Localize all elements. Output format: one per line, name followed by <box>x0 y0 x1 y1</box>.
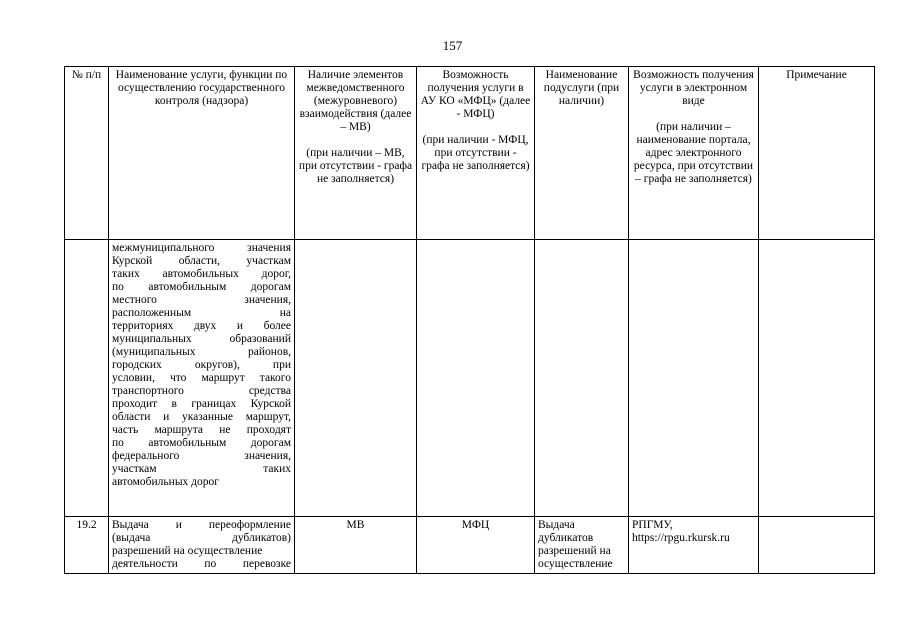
cell-mfc <box>417 240 535 517</box>
text-line: расположенным на <box>112 307 291 319</box>
text-line: транспортного средства <box>112 385 291 397</box>
text-line: условии, что маршрут такого <box>112 372 291 384</box>
text-line: по автомобильным дорогам <box>112 437 291 449</box>
text-line: Курской области, участкам <box>112 255 291 267</box>
header-interagency: Наличие элементов межведомственного (межуровневого) взаимодействия (далее – МВ) (при наличии – МВ, при отсутствии - графа не заполняется) <box>295 67 417 240</box>
text-line: Выдача <box>538 519 575 531</box>
text-line: проходит в границах Курской <box>112 398 291 410</box>
header-number: № п/п <box>65 67 109 240</box>
cell-remark <box>759 240 875 517</box>
text-line: муниципальных образований <box>112 333 291 345</box>
page-number: 157 <box>442 38 463 53</box>
text-line: (муниципальных районов, <box>112 346 291 358</box>
cell-interagency <box>295 240 417 517</box>
text-line: местного значения, <box>112 294 291 306</box>
cell-service-name <box>109 517 295 574</box>
text-line: межмуниципального значения <box>112 242 291 254</box>
header-electronic-note: (при наличии – наименование портала, адрес электронного ресурса, при отсутствии – графа не заполняется) <box>633 121 754 185</box>
table-header-row <box>65 67 875 240</box>
text-line: городских округов), при <box>112 359 291 371</box>
cell-electronic <box>629 240 759 517</box>
text-line: федерального значения, <box>112 450 291 462</box>
header-electronic: Возможность получения услуги в электронном виде (при наличии – наименование портала, адрес электронного ресурса, при отсутствии – графа не заполняется) <box>629 67 759 240</box>
table-row <box>65 240 875 517</box>
text-line: (выдача дубликатов) <box>112 532 291 544</box>
portal-link[interactable]: https://rpgu.rkursk.ru <box>632 532 730 544</box>
text-line: таких автомобильных дорог, <box>112 268 291 280</box>
text-line: по автомобильным дорогам <box>112 281 291 293</box>
text-line: Выдача и переоформление <box>112 519 291 531</box>
cell-number <box>65 240 109 517</box>
cell-mfc: МФЦ <box>417 517 535 574</box>
text-line: области и указанные маршрут, <box>112 411 291 423</box>
text-line: разрешений на <box>538 545 611 557</box>
portal-name: РПГМУ, <box>632 519 673 531</box>
text-line: дубликатов <box>538 532 594 544</box>
cell-service-name <box>109 240 295 517</box>
table-row <box>65 517 875 574</box>
header-mfc: Возможность получения услуги в АУ КО «МФЦ» (далее - МФЦ) (при наличии - МФЦ, при отсутствии - графа не заполняется) <box>417 67 535 240</box>
text-line: автомобильных дорог <box>112 476 219 488</box>
cell-subservice <box>535 517 629 574</box>
cell-remark <box>759 517 875 574</box>
cell-subservice <box>535 240 629 517</box>
text-line: деятельности по перевозке <box>112 558 291 570</box>
header-service-name: Наименование услуги, функции по осуществлению государственного контроля (надзора) <box>109 67 295 240</box>
services-table <box>64 66 875 574</box>
header-interagency-note: (при наличии – МВ, при отсутствии - графа не заполняется) <box>298 147 413 185</box>
cell-number: 19.2 <box>65 517 109 574</box>
text-line: территориях двух и более <box>112 320 291 332</box>
header-subservice: Наименование подуслуги (при наличии) <box>535 67 629 240</box>
text-line: часть маршрута не проходят <box>112 424 291 436</box>
cell-interagency: МВ <box>295 517 417 574</box>
text-line: участкам таких <box>112 463 291 475</box>
text-line: разрешений на осуществление <box>112 545 263 557</box>
text-line: осуществление <box>538 558 613 570</box>
header-mfc-note: (при наличии - МФЦ, при отсутствии - графа не заполняется) <box>421 134 530 172</box>
cell-electronic <box>629 517 759 574</box>
header-remark: Примечание <box>759 67 875 240</box>
